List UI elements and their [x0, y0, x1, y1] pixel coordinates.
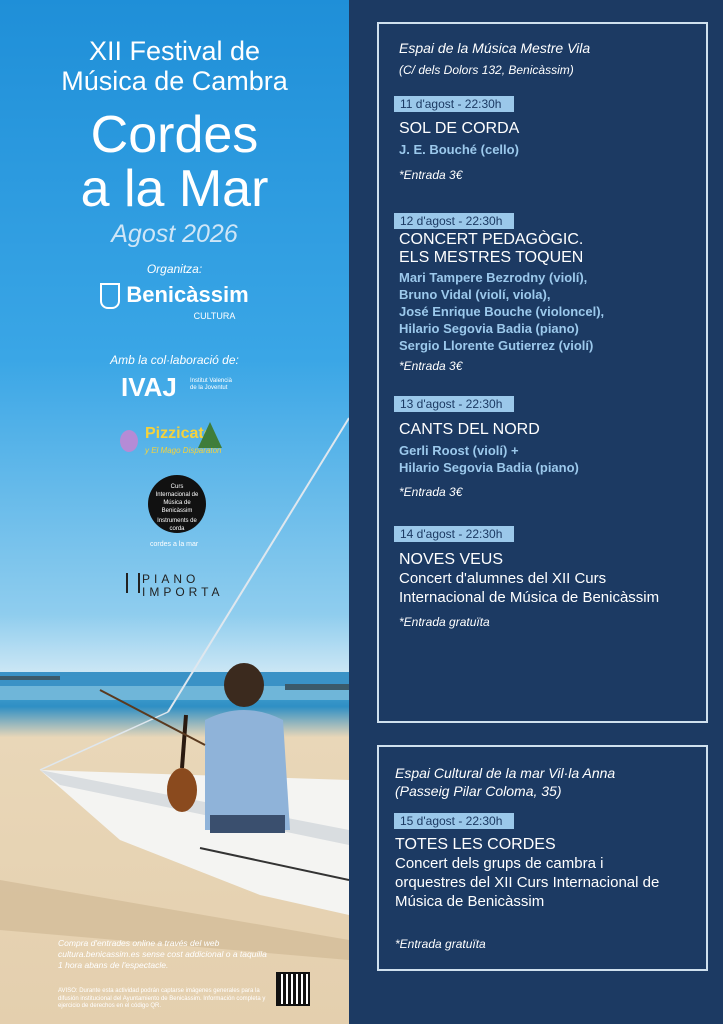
piano-bars-icon [126, 573, 140, 593]
pizzicato-sub: y El Mago Disparatón [145, 446, 222, 455]
cordes-small-logo: cordes a la mar [150, 541, 199, 548]
main-title [0, 108, 349, 216]
event-performer: Sergio Llorente Gutierrez (violí) [399, 338, 594, 353]
festival-line1: XII Festival de [88, 36, 261, 66]
event-performer: Mari Tampere Bezrodny (violí), [399, 270, 588, 285]
event-entry: *Entrada gratuïta [395, 937, 486, 951]
event-date-tag: 11 d'agost - 22:30h [394, 96, 514, 112]
event-date-tag: 14 d'agost - 22:30h [394, 526, 514, 542]
event-title-line1: CONCERT PEDAGÒGIC. [399, 231, 584, 248]
ticket-note: Compra d'entrades online a través del web cultura.benicassim.es sense cost addicional o a taquilla 1 hora abans de l'espectacle. [58, 938, 267, 970]
event-description: orquestres del XII Curs Internacional de [395, 874, 660, 891]
event-title: CANTS DEL NORD [399, 421, 540, 438]
event-performer: José Enrique Bouche (violoncel), [399, 304, 605, 319]
curs-sub: Instruments de corda [157, 518, 197, 532]
curs-name: Curs Internacional de Música de Benicàssim [155, 484, 199, 514]
piano-logo-line2: IMPORTA [142, 585, 224, 599]
venue1-name: Espai de la Música Mestre Vila [399, 40, 591, 56]
event-entry: *Entrada 3€ [399, 168, 463, 182]
program-panel [349, 0, 723, 1024]
curs-logo [148, 475, 206, 533]
festival-date: Agost 2026 [111, 220, 238, 248]
organizer-logo [0, 282, 349, 309]
event-performer: J. E. Bouché (cello) [399, 142, 519, 157]
event-performer: Hilario Segovia Badia (piano) [399, 460, 579, 475]
event-date-tag: 15 d'agost - 22:30h [394, 813, 514, 829]
organizer-sub: CULTURA [193, 311, 236, 321]
event-description: Concert dels grups de cambra i [395, 855, 604, 872]
event-entry: *Entrada 3€ [399, 485, 463, 499]
venue2-box [377, 745, 708, 971]
ivaj-sub: Institut Valencià de la Joventut [190, 378, 232, 391]
event-title-line2: ELS MESTRES TOQUEN [399, 249, 584, 266]
organizer-label: Organitza: [146, 262, 203, 276]
festival-line2: Música de Cambra [61, 66, 288, 96]
event-performer: Hilario Segovia Badia (piano) [399, 321, 579, 336]
event-date-tag: 12 d'agost - 22:30h [394, 213, 514, 229]
qr-code-icon [276, 972, 310, 1006]
event-description: Música de Benicàssim [395, 893, 545, 910]
event-performer: Gerli Roost (violí) + [399, 443, 519, 458]
title-line2: a la Mar [80, 160, 269, 218]
event-title: SOL DE CORDA [399, 120, 520, 137]
festival-edition-title [0, 36, 349, 96]
notice-text: AVISO: Durante esta actividad podrán captarse imágenes generales para la difusión institucional del Ayuntamiento de Benicàssim. Información completa y ejercicio de derechos en el código QR. [58, 988, 266, 1009]
wizard-icon [198, 422, 222, 448]
event-performer: Bruno Vidal (violí, viola), [399, 287, 551, 302]
event-entry: *Entrada gratuïta [399, 615, 490, 629]
event-description: Concert d'alumnes del XII Curs [399, 570, 607, 587]
event-entry: *Entrada 3€ [399, 359, 463, 373]
venue2-address: (Passeig Pilar Coloma, 35) [395, 783, 562, 799]
event-title: TOTES LES CORDES [395, 836, 556, 853]
poster-image-panel [0, 0, 349, 1024]
venue2-name: Espai Cultural de la mar Vil·la Anna [395, 765, 616, 781]
pizzicato-logo: Pizzicato [145, 425, 214, 442]
collab-label: Amb la col·laboració de: [110, 353, 239, 367]
event-description: Internacional de Música de Benicàssim [399, 589, 660, 606]
ivaj-logo: IVAJ [121, 372, 177, 402]
piano-logo-line1: PIANO [142, 572, 200, 586]
event-title: NOVES VEUS [399, 551, 504, 568]
fairy-icon [120, 430, 138, 452]
organizer-name: Benicàssim [126, 282, 249, 307]
venue1-box [377, 22, 708, 723]
title-line1: Cordes [90, 106, 259, 164]
event-date-tag: 13 d'agost - 22:30h [394, 396, 514, 412]
venue1-address: (C/ dels Dolors 132, Benicàssim) [399, 63, 574, 77]
crest-icon [100, 283, 120, 309]
